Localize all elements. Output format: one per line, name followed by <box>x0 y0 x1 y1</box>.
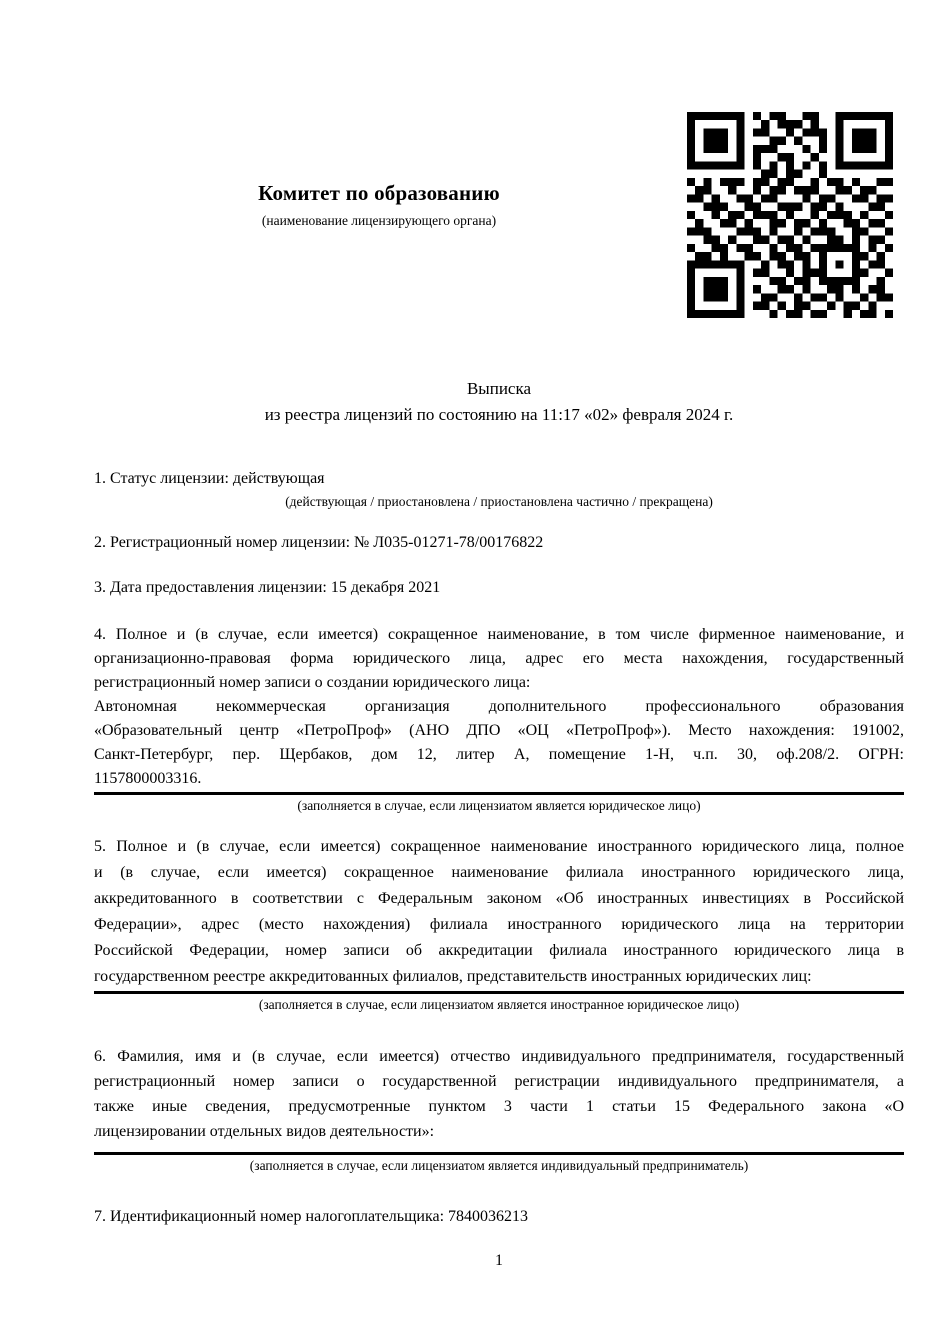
individual-line: 6. Фамилия, имя и (в случае, если имеется) отчество индивидуального предпринимателя, государственный <box>94 1048 904 1065</box>
doc-title-line1: Выписка <box>466 379 532 398</box>
legal-entity-value-line: 1157800003316. <box>94 770 202 787</box>
field-registration-number <box>94 530 904 556</box>
horizontal-rule <box>94 1152 904 1155</box>
foreign-entity-line: и (в случае, если имеется) сокращенное наименование филиала иностранного юридического лица, <box>94 864 904 881</box>
doc-title-line2: из реестра лицензий по состоянию на 11:17 «02» февраля 2024 г. <box>264 405 734 424</box>
doc-title <box>94 376 904 428</box>
license-status-caption: (действующая / приостановлена / приостановлена частично / прекращена) <box>285 494 713 509</box>
registration-number-value: 2. Регистрационный номер лицензии: № Л035-01271-78/00176822 <box>94 534 544 551</box>
individual-line: регистрационный номер записи о государственной регистрации индивидуального предпринимателя, а <box>94 1073 904 1090</box>
field-foreign-entity <box>94 834 904 1013</box>
license-status-value: 1. Статус лицензии: действующая <box>94 470 325 487</box>
legal-entity-value-line: «Образовательный центр «ПетроПроф» (АНО ДПО «ОЦ «ПетроПроф»). Место нахождения: 191002, <box>94 722 904 739</box>
legal-entity-caption: (заполняется в случае, если лицензиатом является юридическое лицо) <box>297 798 701 813</box>
foreign-entity-line: аккредитованного в соответствии с Федеральным законом «Об иностранных инвестициях в Российской <box>94 890 904 907</box>
foreign-entity-line: 5. Полное и (в случае, если имеется) сокращенное наименование иностранного юридического лица, полное <box>94 838 904 855</box>
horizontal-rule <box>94 792 904 795</box>
field-individual-entrepreneur <box>94 1044 904 1174</box>
org-name: Комитет по образованию <box>258 181 500 205</box>
legal-entity-value-line: Санкт-Петербург, пер. Щербаков, дом 12, литер А, помещение 1-Н, ч.п. 30, оф.208/2. ОГРН: <box>94 746 904 763</box>
field-grant-date <box>94 575 904 601</box>
individual-line: также иные сведения, предусмотренные пунктом 3 части 1 статьи 15 Федерального закона «О <box>94 1098 904 1115</box>
licensing-authority-header <box>94 181 664 229</box>
document-body <box>94 466 904 1230</box>
foreign-entity-line: Федерации», адрес (место нахождения) филиала иностранного юридического лица на территории <box>94 916 904 933</box>
grant-date-value: 3. Дата предоставления лицензии: 15 декабря 2021 <box>94 579 441 596</box>
org-name-caption: (наименование лицензирующего органа) <box>261 213 497 228</box>
individual-caption: (заполняется в случае, если лицензиатом является индивидуальный предприниматель) <box>249 1158 749 1173</box>
page-number: 1 <box>495 1252 503 1269</box>
legal-entity-intro-line: организационно-правовая форма юридического лица, адрес его места нахождения, государственный <box>94 650 904 667</box>
legal-entity-intro-line: 4. Полное и (в случае, если имеется) сокращенное наименование, в том числе фирменное наименование, и <box>94 626 904 643</box>
foreign-entity-caption: (заполняется в случае, если лицензиатом является иностранное юридическое лицо) <box>258 997 740 1012</box>
foreign-entity-line: Российской Федерации, номер записи об аккредитации филиала иностранного юридического лица в <box>94 942 904 959</box>
horizontal-rule <box>94 991 904 994</box>
field-license-status <box>94 466 904 510</box>
field-taxpayer-id <box>94 1204 904 1230</box>
individual-line: лицензировании отдельных видов деятельности»: <box>94 1123 435 1140</box>
qr-code <box>687 112 893 318</box>
legal-entity-value-line: Автономная некоммерческая организация дополнительного профессионального образования <box>94 698 904 715</box>
foreign-entity-line: государственном реестре аккредитованных филиалов, представительств иностранных юридических лиц: <box>94 968 812 985</box>
taxpayer-id-value: 7. Идентификационный номер налогоплательщика: 7840036213 <box>94 1208 529 1225</box>
legal-entity-intro-line: регистрационный номер записи о создании юридического лица: <box>94 674 531 691</box>
field-legal-entity <box>94 623 904 814</box>
